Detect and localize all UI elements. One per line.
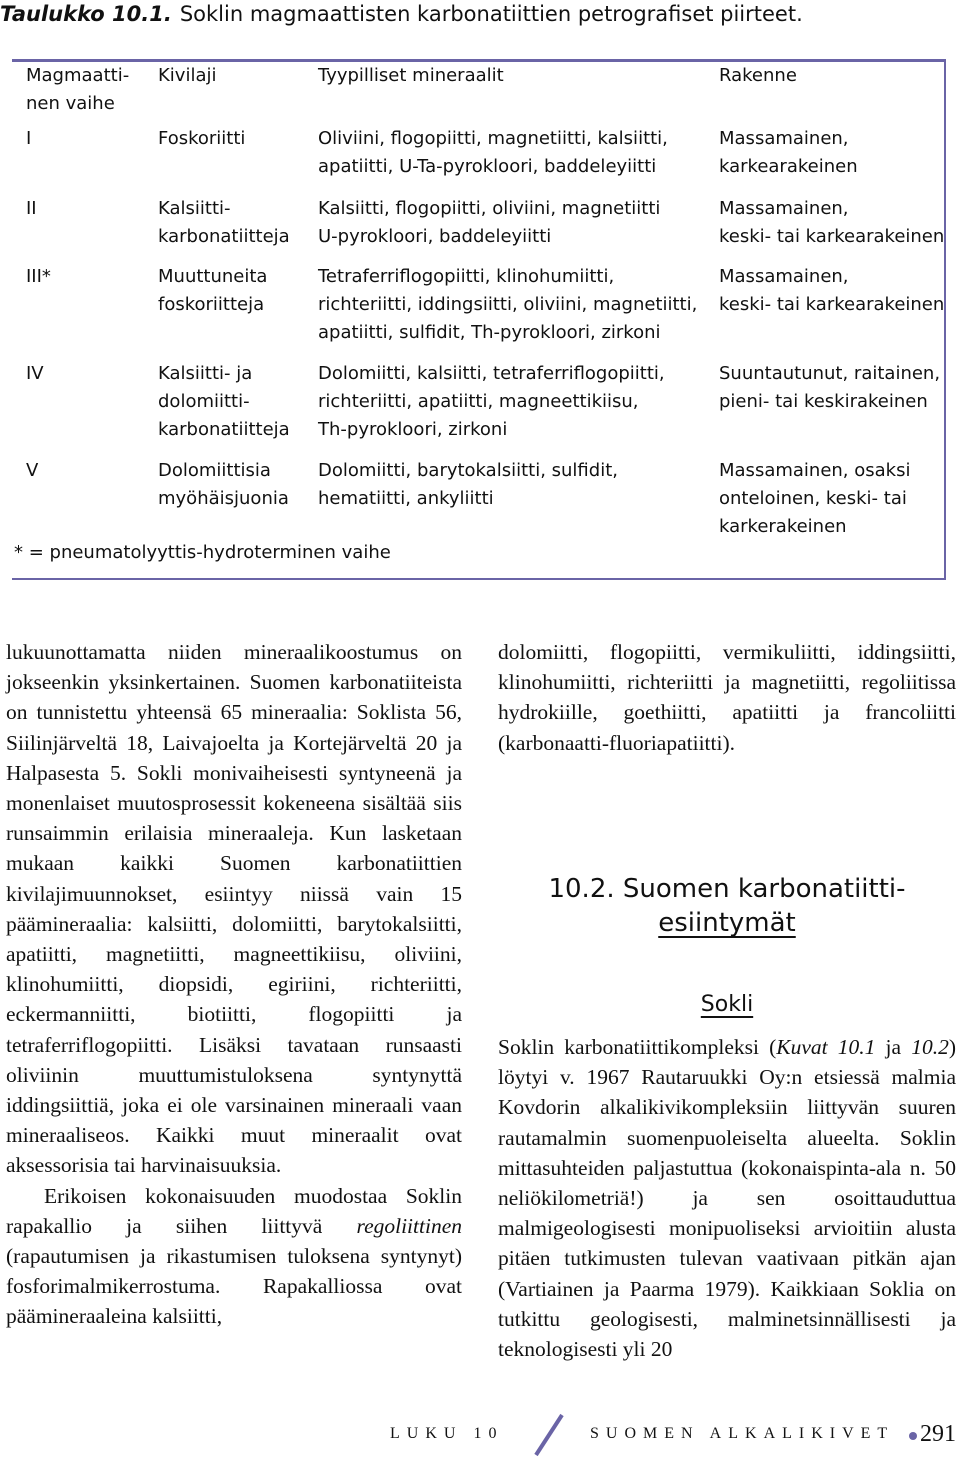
table-caption <box>0 0 960 28</box>
table-row-texture <box>719 195 959 251</box>
text-run: ja <box>875 1035 912 1059</box>
cell-text: keski- tai karkearakeinen <box>719 294 945 315</box>
table-row-texture <box>719 263 959 319</box>
header-texture <box>719 62 959 90</box>
cell-text: karbonatiitteja <box>158 419 290 440</box>
emphasis-text: regoliittinen <box>356 1213 462 1238</box>
figure-reference: 10.2 <box>911 1035 949 1059</box>
cell-text: karkerakeinen <box>719 516 847 537</box>
table-row-phase <box>26 360 148 388</box>
book-running-head: SUOMEN ALKALIKIVET <box>590 1425 895 1442</box>
cell-text: Foskoriitti <box>158 128 246 149</box>
cell-text: dolomiitti- <box>158 391 250 412</box>
cell-text: Dolomiittisia <box>158 460 271 481</box>
table-row-rock <box>158 195 308 251</box>
table-row-phase <box>26 457 148 485</box>
cell-text: foskoriitteja <box>158 294 265 315</box>
cell-text: Suuntautunut, raitainen, <box>719 363 941 384</box>
table-row-texture <box>719 360 959 416</box>
table-row-phase <box>26 195 148 223</box>
header-texture-text: Rakenne <box>719 65 797 86</box>
cell-text: Muuttuneita <box>158 266 268 287</box>
header-rock-text: Kivilaji <box>158 65 217 86</box>
cell-text: Th-pyrokloori, zirkoni <box>318 419 508 440</box>
text-run: Soklin karbonatiittikompleksi ( <box>498 1035 777 1059</box>
text-run: (rapautumisen ja rikastumisen tuloksena syntynyt) fosforimalmikerrostuma. Rapakalliossa ovat päämineraaleina kalsiitti, <box>6 1244 462 1329</box>
caption-text: Soklin magmaattisten karbonatiittien petrografiset piirteet. <box>179 2 803 26</box>
cell-text: IV <box>26 363 44 384</box>
chapter-running-head: LUKU 10 <box>390 1425 504 1442</box>
table-footnote: * = pneumatolyyttis-hydroterminen vaihe <box>14 542 391 563</box>
cell-text: Dolomiitti, kalsiitti, tetraferriflogopiitti, <box>318 363 665 384</box>
heading-line: 10.2. Suomen karbonatiitti- <box>548 874 906 904</box>
table-row-rock <box>158 263 308 319</box>
cell-text: V <box>26 460 39 481</box>
cell-text: myöhäisjuonia <box>158 488 289 509</box>
header-minerals-text: Tyypilliset mineraalit <box>318 65 504 86</box>
table-row-minerals <box>318 457 708 513</box>
left-text-column <box>6 637 462 1332</box>
table-row-rock <box>158 457 308 513</box>
subheading-text: Sokli <box>700 992 754 1017</box>
text-run: Erikoisen kokonaisuuden muodostaa Soklin rapakallio ja siihen liittyvä <box>6 1183 462 1238</box>
paragraph: lukuunottamatta niiden mineraalikoostumus on jokseenkin yksinkertainen. Suomen karbonatiiteista on tunnistettu yhteensä 65 mineraalia: Soklista 56, Siilinjärveltä 18, Laivajoelta ja Kortejärveltä 20 ja Halpasesta 5. Sokli monivaiheisesti syntyneenä ja monenlaiset muutosprosessit kokeneena sisältää siis runsaimmin erilaisia mineraaleja. Kun lasketaan mukaan kaikki Suomen karbonatiittien kivilajimuunnokset, esiintyy niissä vain 15 päämineraalia: kalsiitti, dolomiitti, barytokalsiitti, apatiitti, magnetiitti, magneettikiisu, oliviini, klinohumiitti, diopsidi, egiriini, richteriitti, eckermanniitti, biotiitti, flogopiitti ja tetraferriflogopiitti. Lisäksi tavataan runsaasti oliviinin muuttumistuloksena syntynyttä iddingsiittiä, joka ei ole varsinainen mineraali vaan mineraaliseos. Kaikki muut mineraalit ovat aksessorisia tai harvinaisuuksia. <box>6 640 462 1178</box>
cell-text: keski- tai karkearakeinen <box>719 226 945 247</box>
right-text-column-top <box>498 637 956 758</box>
cell-text: Kalsiitti- ja <box>158 363 253 384</box>
header-rock <box>158 62 308 90</box>
table-row-phase <box>26 125 148 153</box>
cell-text: II <box>26 198 37 219</box>
table-row-minerals <box>318 195 708 251</box>
header-minerals <box>318 62 708 90</box>
table-row-texture <box>719 125 959 181</box>
cell-text: pieni- tai keskirakeinen <box>719 391 928 412</box>
cell-text: III* <box>26 266 51 287</box>
header-phase-line1: Magmaatti- <box>26 65 130 86</box>
right-text-column-bottom <box>498 1032 956 1364</box>
cell-text: karkearakeinen <box>719 156 858 177</box>
cell-text: Oliviini, flogopiitti, magnetiitti, kalsiitti, <box>318 128 668 149</box>
text-run: ) löytyi v. 1967 Rautaruukki Oy:n etsiessä malmia Kovdorin alkalikivikompleksiin liittyvän suuren rautamalmin suomenpuoleiselta alueelta. Soklin mittasuhteiden paljastuttua (kokonaispinta-ala n. 50 neliökilometriä!) ja sen osoittauduttua malmigeologisesti monipuoliseksi arvioitiin alusta pitäen tutkimusten tulevan vaativaan pitkän ajan (Vartiainen ja Paarma 1979). Kaikkiaan Soklia on tutkittu geologisesti, malminetsinnällisesti ja teknologisesti yli 20 <box>498 1035 956 1362</box>
heading-line: esiintymät <box>658 908 796 938</box>
cell-text: Massamainen, <box>719 266 849 287</box>
table-row-phase <box>26 263 148 291</box>
cell-text: apatiitti, sulfidit, Th-pyrokloori, zirkoni <box>318 322 661 343</box>
figure-reference: Kuvat 10.1 <box>776 1035 876 1059</box>
cell-text: U-pyrokloori, baddeleyiitti <box>318 226 552 247</box>
paragraph <box>6 1181 462 1332</box>
cell-text: richteriitti, iddingsiitti, oliviini, magnetiitti, <box>318 294 698 315</box>
cell-text: I <box>26 128 32 149</box>
caption-label: Taulukko 10.1. <box>0 2 172 26</box>
cell-text: hematiitti, ankyliitti <box>318 488 494 509</box>
header-phase <box>26 62 148 118</box>
page-footer <box>380 1411 960 1461</box>
table-row-texture <box>719 457 959 541</box>
subheading <box>498 990 956 1020</box>
cell-text: Kalsiitti- <box>158 198 231 219</box>
table-row-rock <box>158 125 308 153</box>
table-row-minerals <box>318 263 708 347</box>
cell-text: Massamainen, osaksi <box>719 460 911 481</box>
table-row-minerals <box>318 360 708 444</box>
page-number: 291 <box>920 1421 956 1447</box>
cell-text: onteloinen, keski- tai <box>719 488 907 509</box>
cell-text: Massamainen, <box>719 198 849 219</box>
cell-text: Kalsiitti, flogopiitti, oliviini, magnetiitti <box>318 198 661 219</box>
paragraph <box>498 1032 956 1364</box>
cell-text: Dolomiitti, barytokalsiitti, sulfidit, <box>318 460 618 481</box>
header-phase-line2: nen vaihe <box>26 93 115 114</box>
bullet-dot-icon <box>909 1432 917 1440</box>
slash-divider-icon <box>532 1413 566 1457</box>
section-heading <box>498 872 956 940</box>
cell-text: Tetraferriflogopiitti, klinohumiitti, <box>318 266 615 287</box>
cell-text: Massamainen, <box>719 128 849 149</box>
cell-text: apatiitti, U-Ta-pyrokloori, baddeleyiitti <box>318 156 657 177</box>
petrography-table <box>12 59 946 580</box>
table-row-rock <box>158 360 308 444</box>
paragraph: dolomiitti, flogopiitti, vermikuliitti, iddingsiitti, klinohumiitti, richteriitti ja magnetiitti, regoliitissa hydrokiille, goethiitti, apatiitti ja francoliitti (karbonaatti-fluoriapatiitti). <box>498 640 956 755</box>
cell-text: karbonatiitteja <box>158 226 290 247</box>
table-row-minerals <box>318 125 708 181</box>
cell-text: richteriitti, apatiitti, magneettikiisu, <box>318 391 639 412</box>
